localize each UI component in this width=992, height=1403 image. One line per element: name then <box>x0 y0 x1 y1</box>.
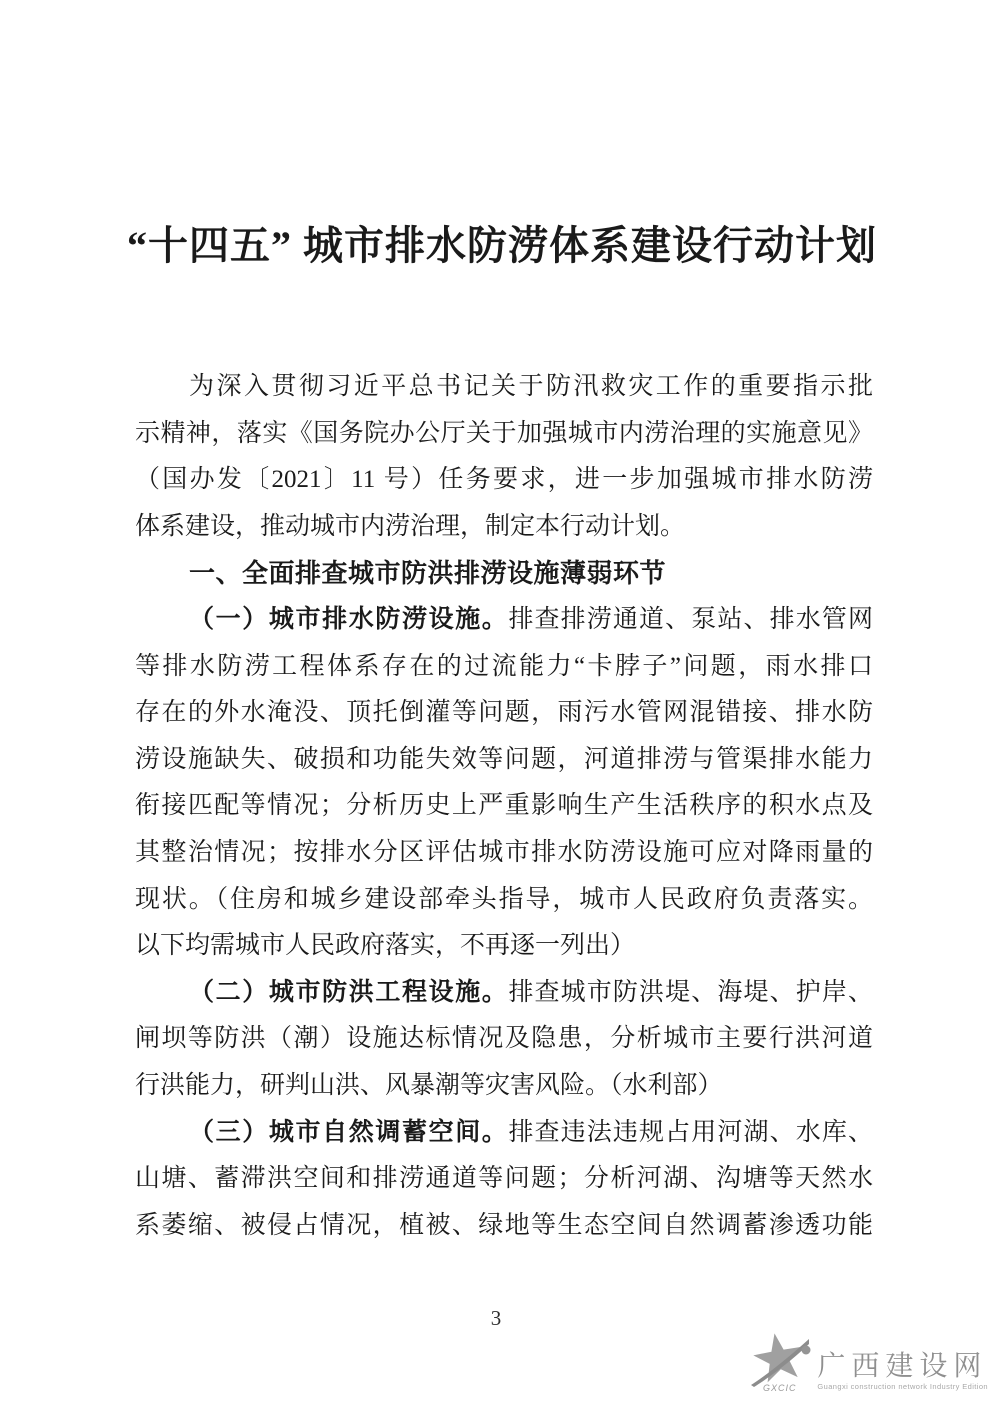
clause-label: （三）城市自然调蓄空间。 <box>189 1118 509 1146</box>
document-title: “十四五” 城市排水防涝体系建设行动计划 <box>127 223 877 268</box>
clause-label: （一）城市排水防涝设施。 <box>189 605 509 633</box>
page-number: 3 <box>490 1306 502 1330</box>
section-heading <box>135 550 873 597</box>
svg-text:GXCIC: GXCIC <box>763 1383 797 1393</box>
text-line: （一）城市排水防涝设施。排查排涝通道、泵站、排水管网 <box>189 605 873 633</box>
text-line: 系萎缩、被侵占情况，植被、绿地等生态空间自然调蓄渗透功能 <box>135 1211 873 1239</box>
text-line: 等排水防涝工程体系存在的过流能力“卡脖子”问题，雨水排口 <box>135 652 873 680</box>
text-line: 涝设施缺失、破损和功能失效等问题，河道排涝与管渠排水能力 <box>135 745 873 773</box>
watermark-text-column <box>817 1352 988 1397</box>
text-line: 一、全面排查城市防洪排涝设施薄弱环节 <box>189 558 667 589</box>
watermark-site-name: 广西建设网 <box>817 1351 988 1382</box>
paragraph <box>135 364 873 550</box>
text-line: 衔接匹配等情况；分析历史上严重影响生产生活秩序的积水点及 <box>135 792 873 820</box>
document-body <box>135 364 873 1249</box>
text-line: （国办发〔2021〕11 号）任务要求，进一步加强城市排水防涝 <box>135 466 873 494</box>
text-line: 现状。（住房和城乡建设部牵头指导，城市人民政府负责落实。 <box>135 885 873 913</box>
watermark-site-caption: Guangxi construction network Industry Edition <box>817 1382 988 1391</box>
text-line: 其整治情况；按排水分区评估城市排水防涝设施可应对降雨量的 <box>135 838 873 866</box>
text-line: 以下均需城市人民政府落实，不再逐一列出） <box>135 932 636 960</box>
paragraph <box>135 1110 873 1250</box>
text-line: 存在的外水淹没、顶托倒灌等问题，雨污水管网混错接、排水防 <box>135 699 873 727</box>
text-line: 示精神，落实《国务院办公厅关于加强城市内涝治理的实施意见》 <box>135 419 873 447</box>
text-line: 行洪能力，研判山洪、风暴潮等灾害风险。（水利部） <box>135 1071 723 1099</box>
gxcic-star-icon <box>749 1329 813 1397</box>
text-line: 为深入贯彻习近平总书记关于防汛救灾工作的重要指示批 <box>189 373 873 400</box>
paragraph <box>135 597 873 970</box>
clause-label: （二）城市防洪工程设施。 <box>189 978 509 1006</box>
paragraph <box>135 970 873 1110</box>
text-line: 体系建设，推动城市内涝治理，制定本行动计划。 <box>135 512 686 540</box>
text-line: 山塘、蓄滞洪空间和排涝通道等问题；分析河湖、沟塘等天然水 <box>135 1165 873 1193</box>
text-line: （二）城市防洪工程设施。排查城市防洪堤、海堤、护岸、 <box>189 978 873 1006</box>
text-line: 闸坝等防洪（潮）设施达标情况及隐患，分析城市主要行洪河道 <box>135 1025 873 1053</box>
text-line: （三）城市自然调蓄空间。排查违法违规占用河湖、水库、 <box>189 1118 873 1146</box>
watermark <box>749 1329 988 1397</box>
